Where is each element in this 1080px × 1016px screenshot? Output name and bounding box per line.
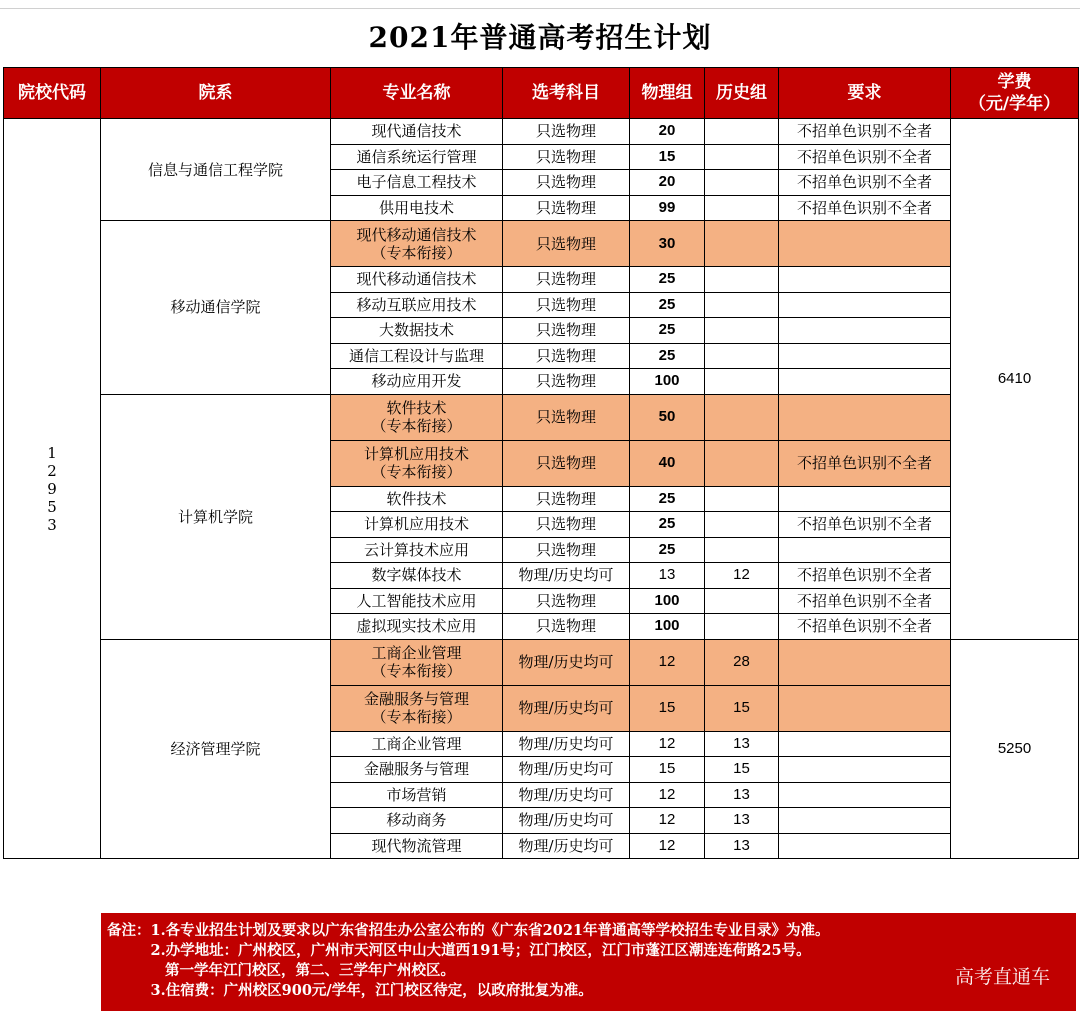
major-name-text: 现代移动通信技术 (356, 225, 477, 244)
admission-requirement: 不招单色识别不全者 (779, 588, 951, 614)
major-name-note: （专本衔接） (371, 463, 462, 481)
major-name-text: 移动应用开发 (371, 372, 462, 391)
major-name (331, 808, 503, 834)
major-name-text: 数字媒体技术 (371, 566, 462, 585)
major-name-note: （专本衔接） (371, 417, 462, 435)
subject-requirement: 只选物理 (503, 588, 630, 614)
subject-requirement: 只选物理 (503, 144, 630, 170)
major-name (331, 144, 503, 170)
admission-requirement (779, 833, 951, 859)
admission-requirement (779, 639, 951, 685)
department-name: 信息与通信工程学院 (101, 119, 331, 221)
admission-requirement (779, 343, 951, 369)
notes-box (101, 913, 1076, 1011)
school-code-digit: 5 (47, 497, 57, 516)
history-quota (705, 144, 779, 170)
table-row (4, 119, 1079, 145)
header-subject: 选考科目 (503, 68, 630, 119)
subject-requirement: 只选物理 (503, 170, 630, 196)
school-code-digit: 1 (47, 443, 57, 462)
history-quota (705, 195, 779, 221)
major-name-text: 现代通信技术 (371, 122, 462, 141)
major-name (331, 588, 503, 614)
header-fee-line2: （元/学年） (968, 94, 1061, 114)
physics-quota: 100 (630, 588, 705, 614)
table-row (4, 394, 1079, 440)
admission-requirement: 不招单色识别不全者 (779, 440, 951, 486)
school-code-cell (4, 119, 101, 859)
major-name (331, 394, 503, 440)
subject-requirement: 只选物理 (503, 318, 630, 344)
history-quota: 13 (705, 808, 779, 834)
department-name: 移动通信学院 (101, 221, 331, 395)
major-name-text: 现代物流管理 (371, 836, 462, 855)
subject-requirement: 只选物理 (503, 119, 630, 145)
physics-quota: 20 (630, 119, 705, 145)
header-code: 院校代码 (4, 68, 101, 119)
admission-requirement (779, 369, 951, 395)
history-quota: 13 (705, 731, 779, 757)
physics-quota: 25 (630, 537, 705, 563)
subject-requirement: 只选物理 (503, 267, 630, 293)
physics-quota: 25 (630, 267, 705, 293)
major-name (331, 614, 503, 640)
subject-requirement: 物理/历史均可 (503, 757, 630, 783)
table-row (4, 639, 1079, 685)
header-dept: 院系 (101, 68, 331, 119)
physics-quota: 12 (630, 833, 705, 859)
major-name (331, 195, 503, 221)
physics-quota: 100 (630, 369, 705, 395)
header-physics: 物理组 (630, 68, 705, 119)
major-name (331, 782, 503, 808)
subject-requirement: 只选物理 (503, 394, 630, 440)
history-quota: 15 (705, 685, 779, 731)
physics-quota: 50 (630, 394, 705, 440)
admission-requirement (779, 685, 951, 731)
major-name-text: 移动商务 (386, 811, 447, 830)
major-name-text: 人工智能技术应用 (356, 591, 477, 610)
major-name (331, 267, 503, 293)
subject-requirement: 物理/历史均可 (503, 639, 630, 685)
physics-quota: 40 (630, 440, 705, 486)
admission-requirement (779, 267, 951, 293)
subject-requirement: 只选物理 (503, 292, 630, 318)
history-quota (705, 537, 779, 563)
enrollment-plan-table (3, 67, 1079, 859)
history-quota: 13 (705, 833, 779, 859)
physics-quota: 100 (630, 614, 705, 640)
major-name-text: 市场营销 (386, 785, 447, 804)
physics-quota: 25 (630, 343, 705, 369)
major-name (331, 639, 503, 685)
tuition-fee: 6410 (951, 119, 1079, 640)
history-quota (705, 292, 779, 318)
department-name: 经济管理学院 (101, 639, 331, 859)
physics-quota: 25 (630, 486, 705, 512)
note-line: 备注：1.各专业招生计划及要求以广东省招生办公室公布的《广东省2021年普通高等学校招生专业目录》为准。 (107, 922, 830, 939)
subject-requirement: 物理/历史均可 (503, 731, 630, 757)
table-row (4, 221, 1079, 267)
major-name (331, 833, 503, 859)
admission-requirement (779, 292, 951, 318)
major-name (331, 119, 503, 145)
history-quota (705, 588, 779, 614)
physics-quota: 12 (630, 639, 705, 685)
header-fee (951, 68, 1079, 119)
watermark-text: 高考直通车 (954, 966, 1050, 988)
major-name-text: 通信系统运行管理 (356, 147, 477, 166)
admission-requirement (779, 318, 951, 344)
admission-requirement: 不招单色识别不全者 (779, 144, 951, 170)
major-name-text: 软件技术 (386, 489, 447, 508)
history-quota: 28 (705, 639, 779, 685)
history-quota (705, 486, 779, 512)
major-name-note: （专本衔接） (371, 243, 462, 262)
major-name (331, 486, 503, 512)
history-quota (705, 119, 779, 145)
physics-quota: 30 (630, 221, 705, 267)
major-name-text: 移动互联应用技术 (356, 295, 477, 314)
subject-requirement: 只选物理 (503, 440, 630, 486)
major-name-note: （专本衔接） (371, 662, 462, 680)
physics-quota: 12 (630, 782, 705, 808)
history-quota (705, 170, 779, 196)
physics-quota: 12 (630, 808, 705, 834)
physics-quota: 25 (630, 318, 705, 344)
major-name-text: 工商企业管理 (371, 734, 462, 753)
major-name-text: 供用电技术 (378, 198, 454, 217)
school-code-digit: 3 (47, 515, 57, 534)
major-name (331, 537, 503, 563)
major-name-text: 软件技术 (386, 399, 447, 417)
history-quota (705, 394, 779, 440)
major-name-text: 计算机应用技术 (363, 445, 469, 463)
major-name (331, 318, 503, 344)
major-name (331, 343, 503, 369)
admission-requirement (779, 757, 951, 783)
physics-quota: 25 (630, 292, 705, 318)
subject-requirement: 只选物理 (503, 614, 630, 640)
major-name (331, 170, 503, 196)
history-quota: 12 (705, 563, 779, 589)
physics-quota: 15 (630, 685, 705, 731)
tuition-fee: 5250 (951, 639, 1079, 859)
history-quota (705, 267, 779, 293)
department-name: 计算机学院 (101, 394, 331, 639)
subject-requirement: 物理/历史均可 (503, 833, 630, 859)
history-quota (705, 343, 779, 369)
admission-requirement (779, 731, 951, 757)
major-name-text: 大数据技术 (378, 321, 454, 340)
subject-requirement: 只选物理 (503, 343, 630, 369)
table-header-row (4, 68, 1079, 119)
admission-requirement: 不招单色识别不全者 (779, 195, 951, 221)
history-quota (705, 318, 779, 344)
admission-requirement (779, 537, 951, 563)
history-quota (705, 512, 779, 538)
admission-requirement: 不招单色识别不全者 (779, 614, 951, 640)
admission-requirement (779, 808, 951, 834)
admission-requirement (779, 486, 951, 512)
major-name (331, 731, 503, 757)
header-major: 专业名称 (331, 68, 503, 119)
header-fee-line1: 学费 (997, 72, 1032, 92)
note-line: 第一学年江门校区，第二、三学年广州校区。 (107, 962, 455, 979)
major-name (331, 369, 503, 395)
major-name-text: 金融服务与管理 (363, 690, 469, 708)
major-name (331, 757, 503, 783)
major-name (331, 512, 503, 538)
major-name (331, 563, 503, 589)
admission-requirement: 不招单色识别不全者 (779, 119, 951, 145)
school-code-digit: 2 (47, 461, 57, 480)
major-name-text: 计算机应用技术 (363, 515, 469, 534)
admission-requirement: 不招单色识别不全者 (779, 170, 951, 196)
page-title: 2021年普通高考招生计划 (368, 21, 712, 54)
history-quota (705, 614, 779, 640)
subject-requirement: 物理/历史均可 (503, 685, 630, 731)
header-requirement: 要求 (779, 68, 951, 119)
subject-requirement: 只选物理 (503, 512, 630, 538)
admission-requirement: 不招单色识别不全者 (779, 563, 951, 589)
physics-quota: 20 (630, 170, 705, 196)
admission-requirement (779, 221, 951, 267)
note-line: 2.办学地址：广州校区，广州市天河区中山大道西191号；江门校区，江门市蓬江区潮连连荷路25号。 (107, 942, 811, 959)
physics-quota: 15 (630, 757, 705, 783)
subject-requirement: 只选物理 (503, 221, 630, 267)
major-name (331, 292, 503, 318)
major-name-text: 金融服务与管理 (363, 760, 469, 779)
history-quota: 13 (705, 782, 779, 808)
major-name-text: 电子信息工程技术 (356, 173, 477, 192)
header-history: 历史组 (705, 68, 779, 119)
history-quota: 15 (705, 757, 779, 783)
school-code-digit: 9 (47, 479, 57, 498)
major-name (331, 221, 503, 267)
major-name-text: 云计算技术应用 (363, 540, 469, 559)
physics-quota: 13 (630, 563, 705, 589)
subject-requirement: 物理/历史均可 (503, 808, 630, 834)
physics-quota: 99 (630, 195, 705, 221)
major-name (331, 440, 503, 486)
subject-requirement: 只选物理 (503, 486, 630, 512)
subject-requirement: 只选物理 (503, 369, 630, 395)
history-quota (705, 440, 779, 486)
major-name-text: 工商企业管理 (371, 644, 462, 662)
spreadsheet-grid-top (0, 0, 1080, 9)
major-name (331, 685, 503, 731)
admission-requirement (779, 394, 951, 440)
notes-left-blank (0, 913, 102, 1011)
admission-requirement (779, 782, 951, 808)
subject-requirement: 物理/历史均可 (503, 782, 630, 808)
physics-quota: 15 (630, 144, 705, 170)
history-quota (705, 221, 779, 267)
subject-requirement: 只选物理 (503, 195, 630, 221)
subject-requirement: 物理/历史均可 (503, 563, 630, 589)
major-name-text: 现代移动通信技术 (356, 270, 477, 289)
physics-quota: 25 (630, 512, 705, 538)
physics-quota: 12 (630, 731, 705, 757)
major-name-text: 通信工程设计与监理 (348, 346, 484, 365)
admission-requirement: 不招单色识别不全者 (779, 512, 951, 538)
major-name-text: 虚拟现实技术应用 (356, 617, 477, 636)
subject-requirement: 只选物理 (503, 537, 630, 563)
history-quota (705, 369, 779, 395)
major-name-note: （专本衔接） (371, 708, 462, 726)
note-line: 3.住宿费：广州校区900元/学年，江门校区待定，以政府批复为准。 (107, 982, 593, 999)
